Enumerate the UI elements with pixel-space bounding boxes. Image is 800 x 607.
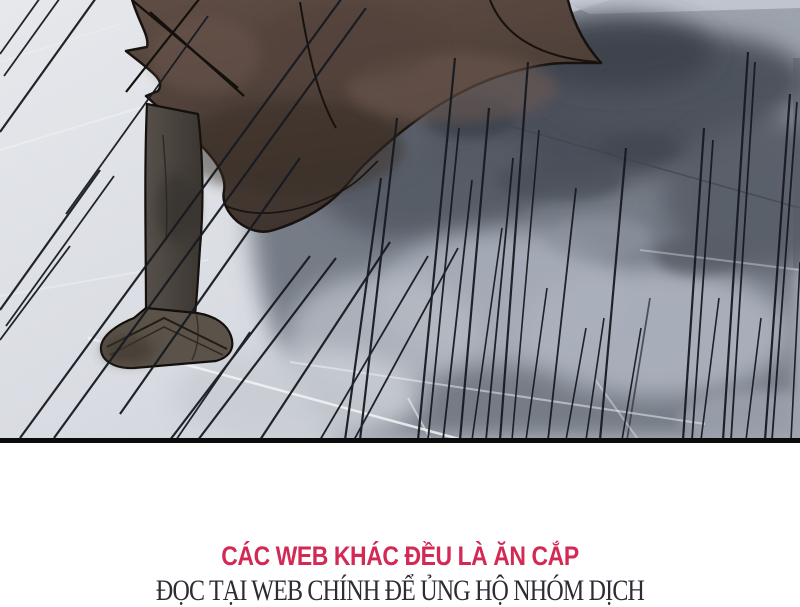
warning-text: CÁC WEB KHÁC ĐỀU LÀ ĂN CẮP [221, 541, 579, 571]
support-text: ĐỌC TẠI WEB CHÍNH ĐỂ ỦNG HỘ NHÓM DỊCH [155, 573, 645, 607]
translator-note [0, 443, 800, 606]
